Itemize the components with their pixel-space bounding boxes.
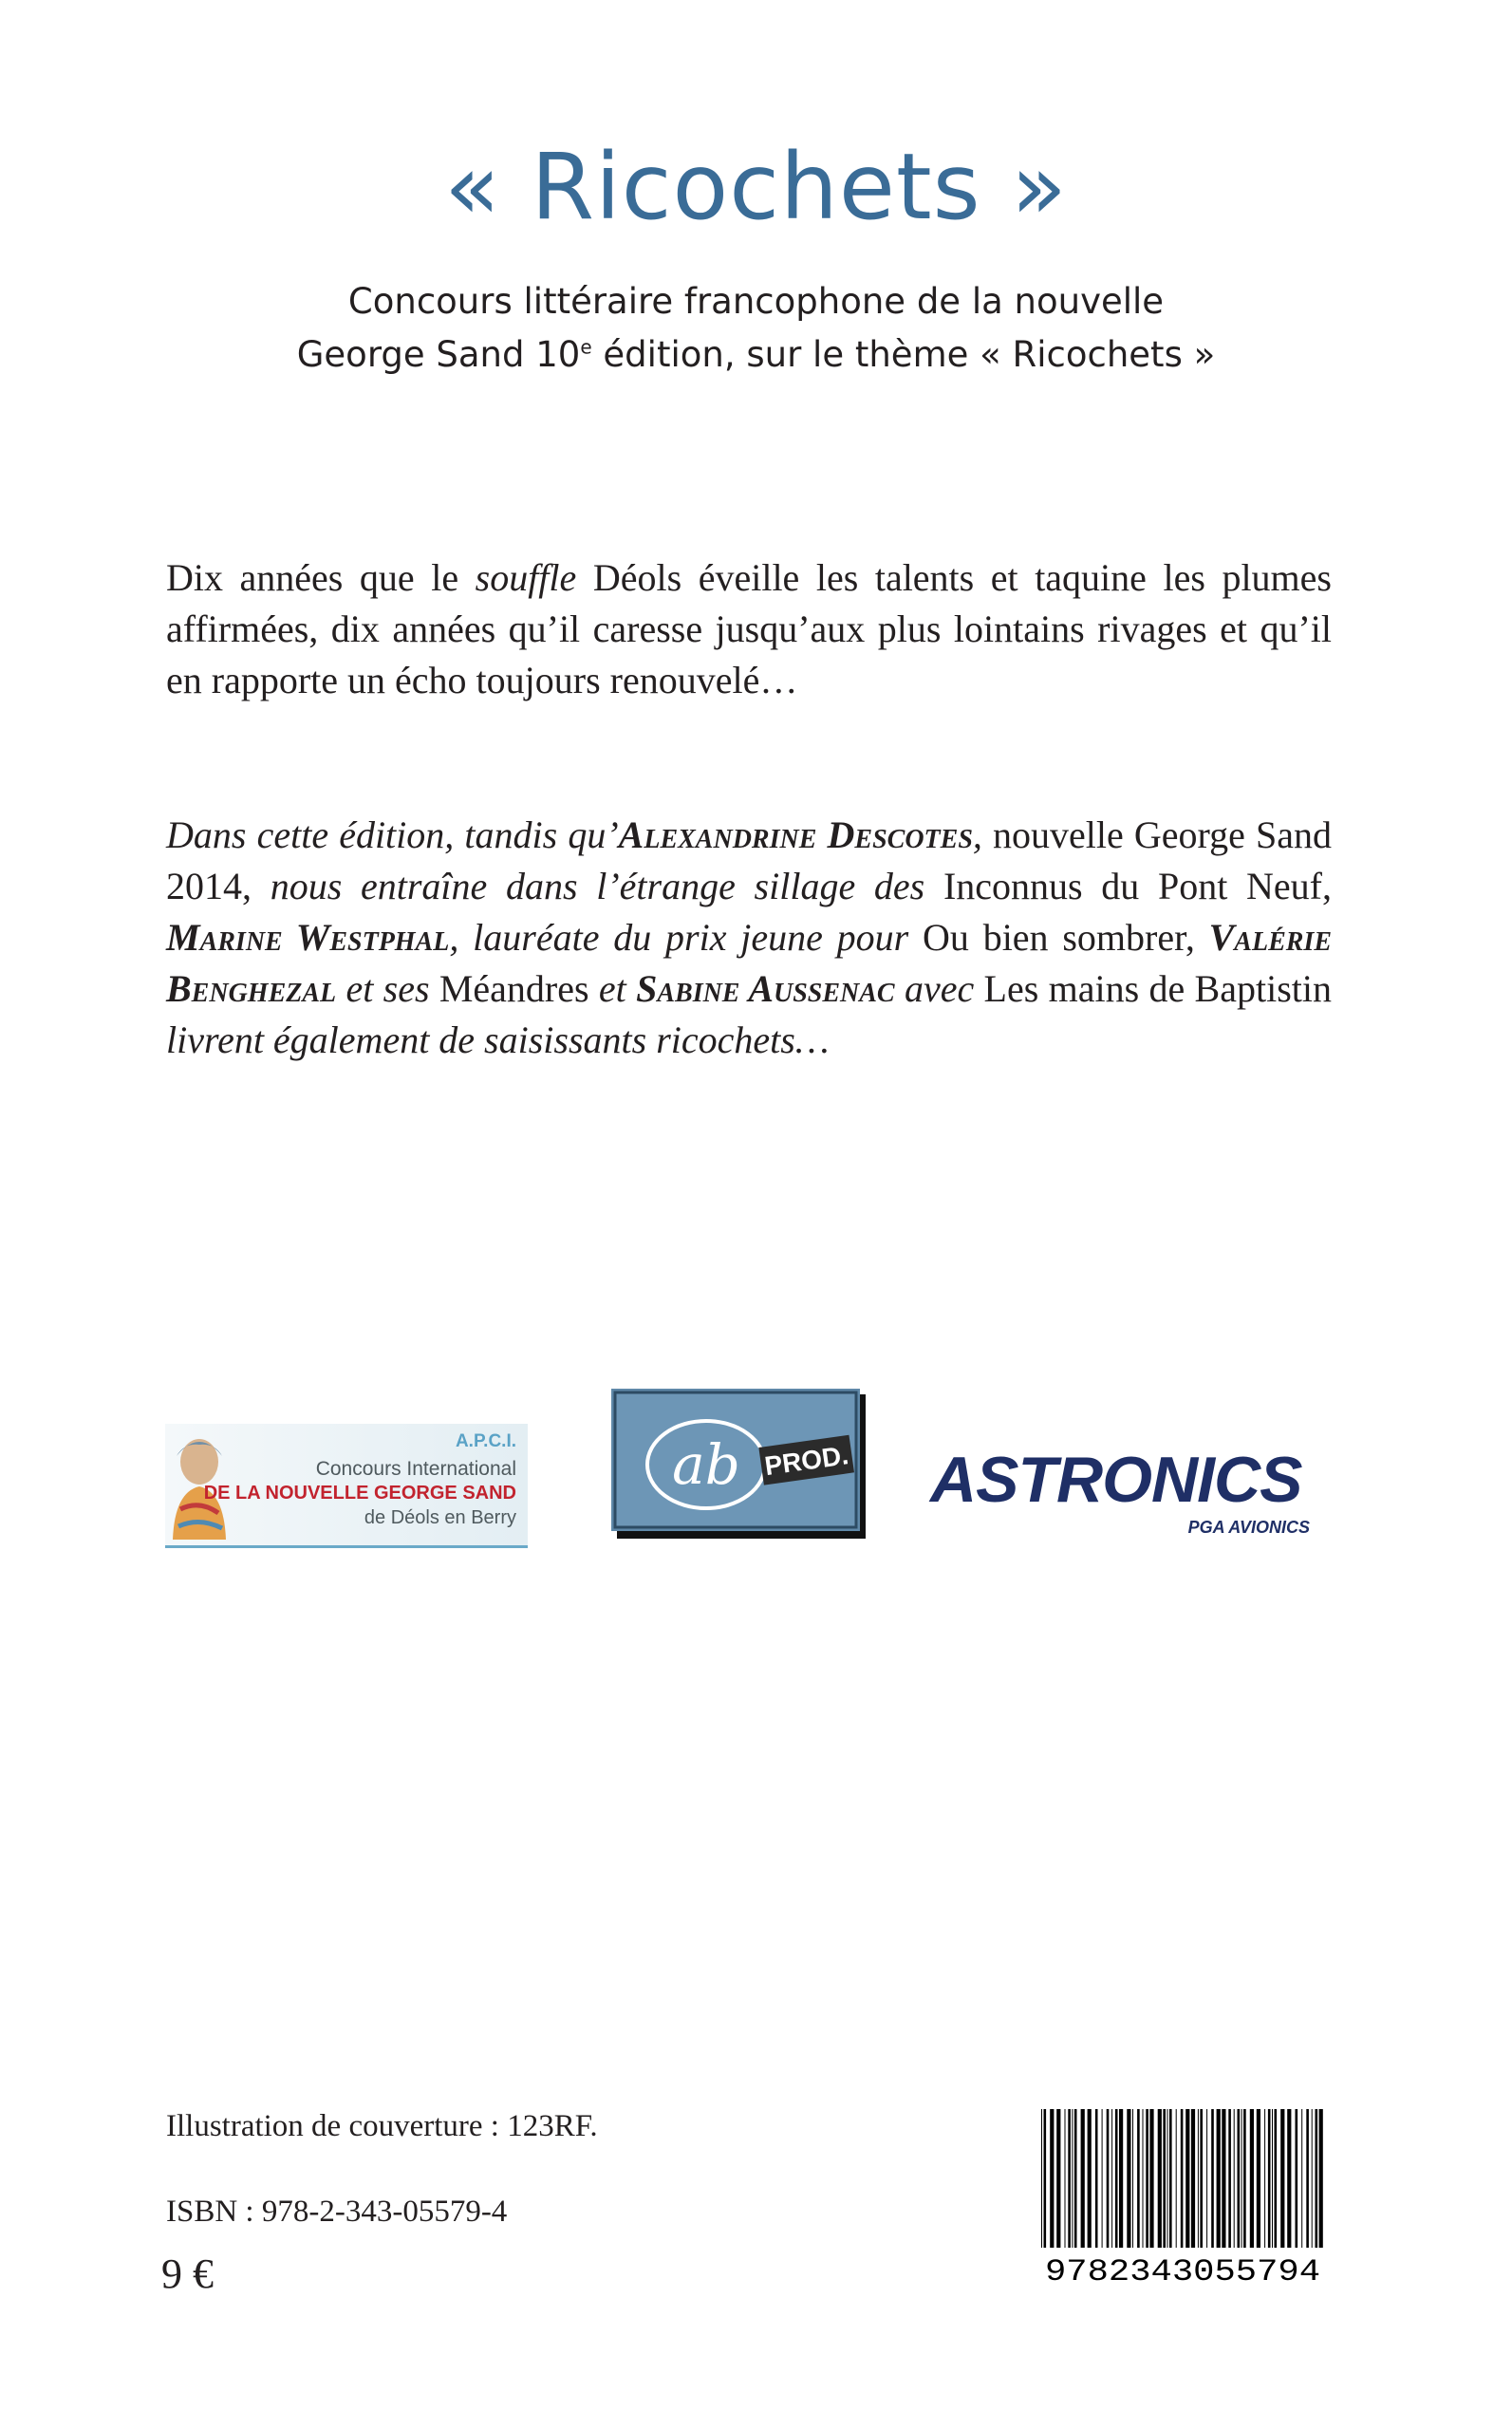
barcode-bar [1065,2109,1066,2248]
story-title: Ou bien sombrer, [923,916,1209,959]
blurb-italic: Dans cette édition, tandis qu’ [166,813,619,856]
barcode-bars [1041,2109,1323,2248]
barcode-bar [1234,2109,1235,2248]
apci-logo [165,1424,528,1548]
blurb-paragraph-1 [166,552,1332,706]
blurb-italic: nous entraîne dans l’étrange sillage des [270,865,943,907]
barcode-bar [1158,2109,1162,2248]
blurb-text: nouvelle George Sand 2014, [166,813,1332,907]
astronics-sub: PGA AVIONICS [1187,1518,1310,1537]
apci-line-3: DE LA NOUVELLE GEORGE SAND [203,1483,516,1504]
abprod-logo [611,1389,868,1541]
blurb-italic: avec [894,967,984,1010]
story-title: Méandres [439,967,589,1010]
blurb-italic-souffle: souffle [475,556,577,599]
subtitle-line-1: Concours littéraire francophone de la nouvelle [347,281,1165,322]
blurb-italic: , lauréate du prix jeune pour [449,916,924,959]
barcode-bar [1107,2109,1110,2248]
barcode-bar [1287,2109,1291,2248]
barcode-bar [1264,2109,1265,2248]
illustration-credit: Illustration de couverture : 123RF. [166,2109,598,2143]
barcode-bar [1041,2109,1042,2248]
barcode-bar [1137,2109,1140,2248]
subtitle [0,275,1512,382]
barcode-bar [1068,2109,1071,2248]
barcode-bar [1056,2109,1060,2248]
astronics-name: ASTRONICS [930,1444,1302,1516]
barcode-bar [1250,2109,1254,2248]
barcode-bar [1115,2109,1118,2248]
barcode-bar [1306,2109,1309,2248]
blurb-text: Dix années que le [166,556,476,599]
barcode-bar [1200,2109,1203,2248]
barcode-bar [1272,2109,1273,2248]
barcode-bar [1217,2109,1221,2248]
barcode-bar [1132,2109,1133,2248]
astronics-logo [930,1438,1329,1547]
barcode-bar [1211,2109,1214,2248]
barcode-bar [1185,2109,1189,2248]
barcode-bar [1181,2109,1184,2248]
apci-line-2: Concours International [315,1458,516,1480]
barcode-bar [1074,2109,1077,2248]
blurb-italic: livrent également de saisissants ricochets… [166,1018,830,1061]
apci-acronym: A.P.C.I. [455,1431,516,1451]
barcode-bar [1143,2109,1144,2248]
blurb-text: Déols éveille les talents et taquine les plumes affirmées, dix années qu’il caresse jusqu’aux plus lointains rivages et qu’il en rapporte un écho toujours renouvelé… [166,556,1332,701]
subtitle-line-2 [0,328,1512,382]
isbn: ISBN : 978-2-343-05579-4 [166,2195,508,2229]
barcode-bar [1296,2109,1298,2248]
abprod-text: PROD. [762,1440,850,1482]
apci-line-4: de Déols en Berry [364,1507,516,1528]
subtitle-line-2-b: édition, sur le thème « Ricochets » [591,334,1216,375]
barcode-bar [1169,2109,1172,2248]
barcode-bar [1316,2109,1318,2248]
barcode-bar [1127,2109,1130,2248]
barcode-bar [1257,2109,1260,2248]
barcode-bar [1312,2109,1313,2248]
story-title: Les mains de Baptistin [983,967,1332,1010]
blurb-italic: et [588,967,637,1010]
barcode [1037,2105,1329,2286]
barcode-bar [1044,2109,1047,2248]
barcode-bar [1198,2109,1199,2248]
story-title: Inconnus du Pont Neuf, [943,865,1332,907]
barcode-bar [1102,2109,1103,2248]
barcode-bar [1095,2109,1098,2248]
author-name: Valérie Benghezal [166,916,1332,1010]
barcode-bar [1238,2109,1241,2248]
barcode-bar [1176,2109,1177,2248]
barcode-bar [1319,2109,1323,2248]
author-name: Marine Westphal [166,916,450,959]
barcode-bar [1167,2109,1168,2248]
barcode-bar [1280,2109,1284,2248]
barcode-bar [1243,2109,1246,2248]
blurb-paragraph-2 [166,810,1332,1066]
price: 9 € [161,2251,214,2297]
blurb-italic: et ses [336,967,439,1010]
barcode-bar [1301,2109,1302,2248]
barcode-bar [1111,2109,1112,2248]
barcode-bar [1206,2109,1207,2248]
barcode-bar [1072,2109,1073,2248]
subtitle-edition-sup: e [580,335,592,359]
barcode-digits: 9782343055794 [1045,2254,1320,2286]
barcode-bar [1241,2109,1242,2248]
barcode-bar [1191,2109,1195,2248]
barcode-bar [1088,2109,1092,2248]
barcode-bar [1163,2109,1166,2248]
barcode-bar [1222,2109,1225,2248]
author-name: Sabine Aussenac [636,967,895,1010]
barcode-bar [1146,2109,1148,2248]
barcode-bar [1050,2109,1054,2248]
barcode-bar [1119,2109,1123,2248]
barcode-bar [1268,2109,1271,2248]
abprod-mark: ab [672,1432,740,1497]
barcode-bar [1228,2109,1231,2248]
barcode-bar [1081,2109,1085,2248]
barcode-bar [1275,2109,1278,2248]
subtitle-line-2-a: George Sand 10 [296,334,581,375]
book-title: « Ricochets » [444,134,1068,240]
blurb-italic: , [972,813,994,856]
barcode-bar [1149,2109,1153,2248]
author-name: Alexandrine Descotes [618,813,973,856]
